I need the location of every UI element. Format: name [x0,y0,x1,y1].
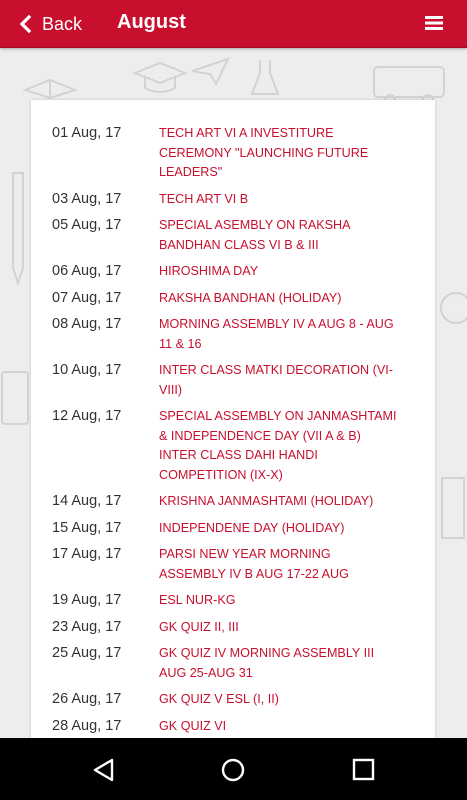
page-title: August [117,11,186,33]
chevron-left-icon [18,14,32,34]
event-date: 26 Aug, 17 [52,691,122,707]
event-date: 17 Aug, 17 [52,546,122,562]
event-row[interactable] [31,262,435,282]
event-row[interactable] [31,644,435,683]
event-date: 28 Aug, 17 [52,717,122,734]
pencil-doodle-icon [5,168,31,288]
event-date: 19 Aug, 17 [52,592,122,608]
event-row[interactable] [31,618,435,638]
event-title: ESL NUR-KG [159,593,236,607]
nav-recents-square-icon[interactable] [350,756,378,784]
event-row[interactable] [31,690,435,710]
event-title: KRISHNA JANMASHTAMI (HOLIDAY) [159,494,374,508]
event-date: 05 Aug, 17 [52,217,122,233]
event-title: GK QUIZ II, III [159,619,239,634]
event-row[interactable] [31,361,435,400]
hamburger-menu-icon[interactable] [425,15,443,31]
event-date: 14 Aug, 17 [52,493,122,509]
event-date: 08 Aug, 17 [52,316,122,332]
event-title: INTER CLASS MATKI DECORATION (VI-VIII) [159,363,393,397]
event-date: 10 Aug, 17 [52,362,122,378]
event-title: INDEPENDENE DAY (HOLIDAY) [159,520,345,535]
paper-plane-doodle-icon [190,56,230,86]
book-doodle-icon [20,60,80,100]
event-title: MORNING ASSEMBLY IV A AUG 8 - AUG 11 & 16 [159,317,394,351]
event-row[interactable] [31,545,435,584]
nav-home-circle-icon[interactable] [219,756,247,784]
event-title: PARSI NEW YEAR MORNING ASSEMBLY IV B AUG 17-22 AUG [159,547,349,581]
event-row[interactable] [31,519,435,539]
back-label: Back [42,13,83,34]
event-title: GK QUIZ IV MORNING ASSEMBLY III AUG 25-AUG 31 [159,646,375,680]
book-stack-doodle-icon [438,468,466,548]
events-card [31,100,435,740]
event-row[interactable] [31,190,435,210]
calculator-doodle-icon [0,368,30,428]
event-date: 06 Aug, 17 [52,263,122,279]
flask-doodle-icon [250,58,280,98]
event-row[interactable] [31,717,435,737]
event-date: 25 Aug, 17 [52,645,122,661]
event-row[interactable] [31,289,435,309]
event-title: GK QUIZ V ESL (I, II) [159,692,279,706]
event-title: GK QUIZ VI [159,718,227,733]
event-row[interactable] [31,216,435,255]
events-list [31,124,435,770]
back-button[interactable] [18,10,82,38]
event-date: 12 Aug, 17 [52,408,122,424]
event-date: 07 Aug, 17 [52,289,122,306]
event-date: 03 Aug, 17 [52,190,122,207]
event-date: 15 Aug, 17 [52,519,122,536]
event-row[interactable] [31,124,435,183]
event-date: 01 Aug, 17 [52,125,122,141]
event-title: HIROSHIMA DAY [159,264,259,278]
event-title: TECH ART VI B [159,191,249,206]
event-title: SPECIAL ASEMBLY ON RAKSHA BANDHAN CLASS VI B & III [159,218,350,252]
system-navigation-bar [0,738,467,800]
event-row[interactable] [31,492,435,512]
event-row[interactable] [31,591,435,611]
nav-back-triangle-icon[interactable] [90,756,118,784]
event-title: TECH ART VI A INVESTITURE CEREMONY "LAUNCHING FUTURE LEADERS" [159,126,369,179]
event-title: RAKSHA BANDHAN (HOLIDAY) [159,290,342,305]
event-row[interactable] [31,315,435,354]
globe-doodle-icon [436,278,466,338]
graduation-cap-doodle-icon [130,58,190,98]
event-date: 23 Aug, 17 [52,618,122,635]
event-title: SPECIAL ASSEMBLY ON JANMASHTAMI & INDEPENDENCE DAY (VII A & B) INTER CLASS DAHI HANDI COMPETITION (IX-X) [159,409,397,482]
event-row[interactable] [31,407,435,485]
app-header [0,0,467,48]
